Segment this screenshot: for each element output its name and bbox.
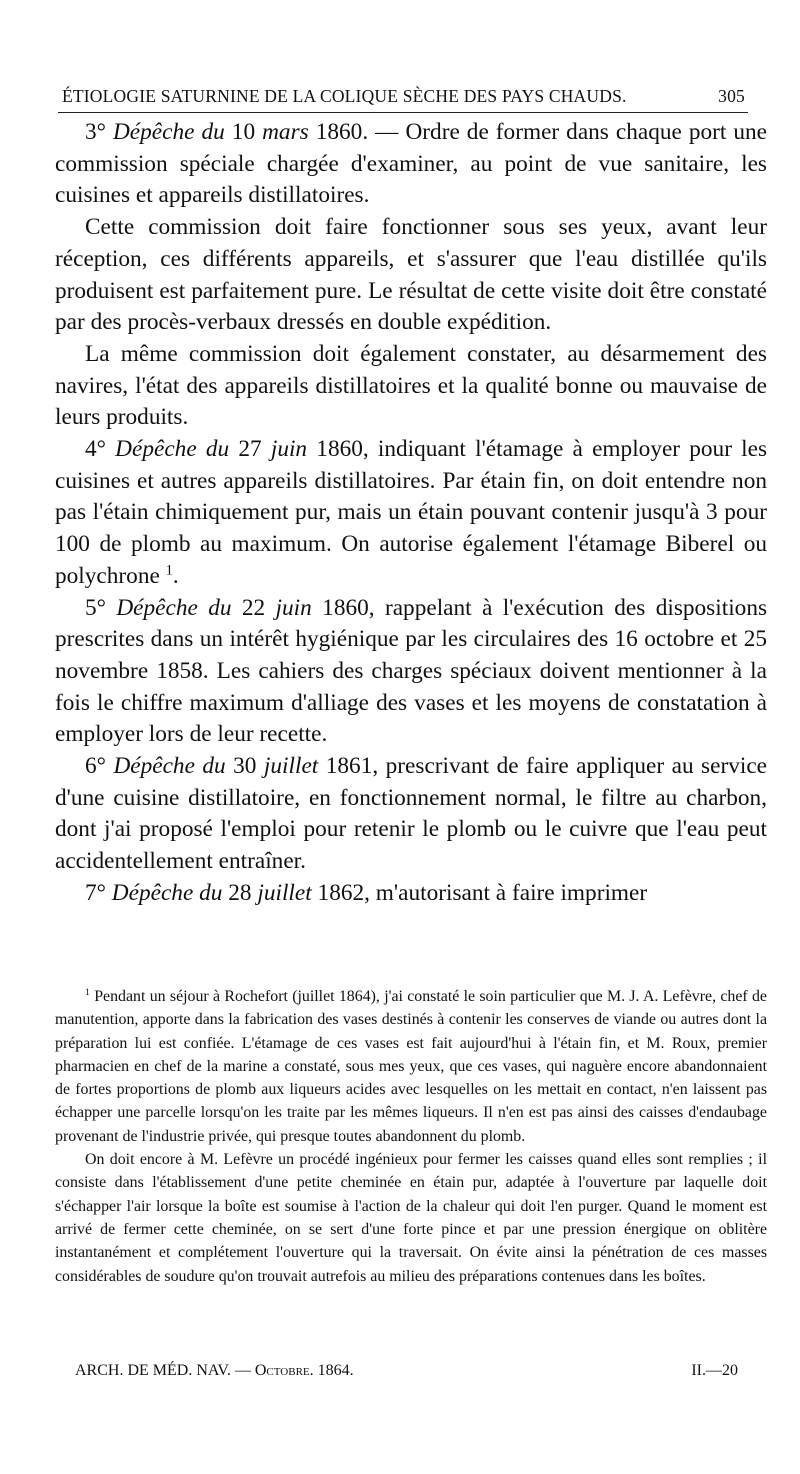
journal-citation: ARCH. DE MÉD. NAV. — Octobre. 1864. — [75, 1362, 354, 1379]
paragraph-item-5: 5° Dépêche du 22 juin 1860, rappelant à l'exécution des dispositions prescrites dans un intérêt hygiénique par les circulaires des 16 octobre et 25 novembre 1858. Les cahiers des charges spéciaux doivent mentionner à la fois le chiffre maximum d'alliage des vases et les moyens de constatation à employer lors de leur recette. — [55, 594, 768, 748]
page-footer — [75, 1362, 738, 1380]
page-number: 305 — [718, 86, 745, 106]
main-text — [55, 117, 767, 910]
paragraph-item-3: 3° Dépêche du 10 mars 1860. — Ordre de former dans chaque port une commission spéciale chargée d'examiner, au point de vue sanitaire, les cuisines et appareils distillatoires. — [55, 119, 768, 209]
running-title: ÉTIOLOGIE SATURNINE DE LA COLIQUE SÈCHE DES PAYS CHAUDS. — [62, 86, 627, 106]
footnote-1: $^1$ Pendant un séjour à Rochefort (juillet 1864), j'ai constaté le soin particulier que M. J. A. Lefèvre, chef de manutention, apporte dans la fabrication des vases destinés à contenir les conserves de viande ou autres dont la préparation lui est confiée. L'étamage de ces vases est fait aujourd'hui à l'étain fin, et M. Roux, premier pharmacien en chef de la marine a constaté, sous mes yeux, que ces vases, qui naguère encore abandonnaient de fortes proportions de plomb aux liqueurs acides avec lesquelles on les mettait en contact, n'en laissent pas échapper une parcelle lorsqu'on les traite par les mêmes liqueurs. Il n'en est pas ainsi des caisses d'endaubage provenant de l'industrie privée, qui presque toutes abandonnent du plomb. — [55, 987, 767, 1145]
running-header — [62, 86, 745, 107]
footnotes — [55, 985, 767, 1288]
footnote-1-continued: On doit encore à M. Lefèvre un procédé ingénieux pour fermer les caisses quand elles sont remplies ; il consiste dans l'établissement d'une petite cheminée en étain pur, adaptée à l'ouverture par laquelle doit s'échapper l'air lorsque la boîte est soumise à l'action de la chaleur qui doit l'en purger. Quand le moment est arrivé de fermer cette cheminée, on se sert d'une forte pince et par une pression énergique on oblitère instantanément et complétement l'ouverture qui la traversait. On évite ainsi la pénétration de ces masses considérables de soudure qu'on trouvait autrefois au milieu des préparations contenues dans les boîtes. — [55, 1151, 767, 1285]
paragraph-item-6: 6° Dépêche du 30 juillet 1861, prescrivant de faire appliquer au service d'une cuisine distillatoire, en fonctionnement normal, le filtre au charbon, dont j'ai proposé l'emploi pour retenir le plomb ou le cuivre que l'eau peut accidentellement entraîner. — [55, 753, 768, 875]
paragraph-desarmement: La même commission doit également constater, au désarmement des navires, l'état des appareils distillatoires et la qualité bonne ou mauvaise de leurs produits. — [55, 340, 767, 431]
footnote-mark: 1 — [85, 987, 90, 999]
footnote-ref: 1 — [165, 562, 173, 579]
paragraph-item-4: 4° Dépêche du 27 juin 1860, indiquant l'étamage à employer pour les cuisines et autres appareils distillatoires. Par étain fin, on doit entendre non pas l'étain chimiquement pur, mais un étain pouvant contenir jusqu'à 3 pour 100 de plomb au maximum. On autorise également l'étamage Biberel ou polychrone $^1$. — [55, 436, 768, 589]
signature-mark: II.—20 — [691, 1362, 738, 1379]
paragraph-commission: Cette commission doit faire fonctionner sous ses yeux, avant leur réception, ces différents appareils, et s'assurer que l'eau distillée qu'ils produisent est parfaitement pure. Le résultat de cette visite doit être constaté par des procès-verbaux dressés en double expédition. — [55, 214, 767, 336]
header-rule — [58, 112, 748, 113]
paragraph-item-7: 7° Dépêche du 28 juillet 1862, m'autorisant à faire imprimer — [85, 879, 648, 906]
